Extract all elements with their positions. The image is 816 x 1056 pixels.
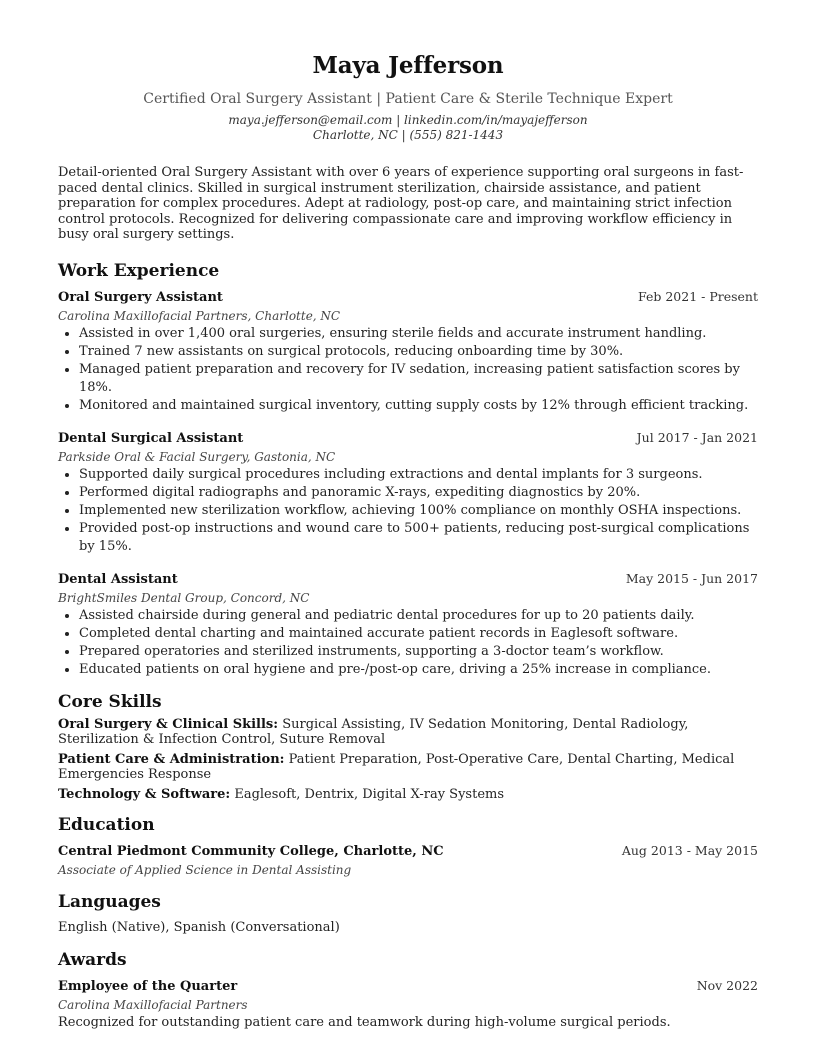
job-bullets — [58, 607, 758, 679]
bullet-item: • Supported daily surgical procedures including extractions and dental implants for 3 surgeons. — [79, 466, 758, 484]
job-dates: Feb 2021 - Present — [637, 288, 758, 304]
candidate-name: Maya Jefferson — [312, 52, 504, 79]
award-name: Employee of the Quarter — [58, 979, 238, 994]
section-title-skills: Core Skills — [58, 691, 162, 712]
contact-line-2: Charlotte, NC | (555) 821-1443 — [312, 128, 504, 142]
job-title: Oral Surgery Assistant — [58, 289, 223, 305]
section-title-awards: Awards — [58, 950, 127, 970]
bullet-item: • Monitored and maintained surgical inventory, cutting supply costs by 12% through efficient tracking. — [79, 397, 758, 415]
bullet-item: • Provided post-op instructions and wound care to 500+ patients, reducing post-surgical complications by 15%. — [79, 520, 758, 556]
languages-text: English (Native), Spanish (Conversational) — [58, 920, 340, 935]
bullet-item: • Assisted in over 1,400 oral surgeries, ensuring sterile fields and accurate instrument handling. — [79, 325, 758, 343]
skill-row — [58, 717, 758, 748]
skill-row — [58, 787, 758, 803]
work-experience-section — [58, 260, 758, 679]
skill-label: Oral Surgery & Clinical Skills: — [58, 716, 279, 732]
award-description: Recognized for outstanding patient care and teamwork during high-volume surgical periods. — [58, 1015, 671, 1030]
section-title-work: Work Experience — [58, 260, 220, 281]
job-bullets — [58, 325, 758, 415]
skill-text: Eaglesoft, Dentrix, Digital X-ray Systems — [234, 786, 505, 802]
job-company: BrightSmiles Dental Group, Concord, NC — [58, 590, 310, 605]
contact-line-1: maya.jefferson@email.com | linkedin.com/in/mayajefferson — [228, 113, 588, 127]
summary-paragraph: Detail-oriented Oral Surgery Assistant with over 6 years of experience supporting oral surgeons in fast-paced dental clinics. Skilled in surgical instrument sterilization, chairside assistance, and patient preparation for complex procedures. Adept at radiology, post-op care, and maintaining strict infection control protocols. Recognized for delivering compassionate care and improving workflow efficiency in busy oral surgery settings. — [58, 165, 744, 242]
job-dates: Jul 2017 - Jan 2021 — [636, 429, 758, 445]
bullet-item: • Trained 7 new assistants on surgical protocols, reducing onboarding time by 30%. — [79, 343, 758, 361]
skill-text: Patient Preparation, Post-Operative Care, Dental Charting, Medical Emergencies Response — [58, 751, 735, 782]
headline: Certified Oral Surgery Assistant | Patient Care & Sterile Technique Expert — [143, 91, 673, 107]
education-dates: Aug 2013 - May 2015 — [621, 843, 758, 858]
section-title-languages: Languages — [58, 892, 161, 912]
languages-section — [58, 891, 758, 937]
bullet-item: • Prepared operatories and sterilized instruments, supporting a 3-doctor team’s workflow. — [79, 643, 758, 661]
job-bullets — [58, 466, 758, 556]
degree: Associate of Applied Science in Dental Assisting — [58, 863, 352, 877]
job-entry — [58, 288, 758, 415]
skill-label: Patient Care & Administration: — [58, 751, 285, 767]
bullet-item: • Completed dental charting and maintained accurate patient records in Eaglesoft software. — [79, 625, 758, 643]
job-entry — [58, 570, 758, 679]
bullet-item: • Implemented new sterilization workflow, achieving 100% compliance on monthly OSHA inspections. — [79, 502, 758, 520]
bullet-item: • Performed digital radiographs and panoramic X-rays, expediting diagnostics by 20%. — [79, 484, 758, 502]
award-date: Nov 2022 — [696, 978, 758, 993]
resume-header — [58, 0, 758, 143]
section-title-education: Education — [58, 815, 155, 835]
core-skills-section — [58, 691, 758, 803]
award-org: Carolina Maxillofacial Partners — [58, 998, 248, 1012]
job-title: Dental Surgical Assistant — [58, 430, 244, 446]
bullet-item: • Assisted chairside during general and pediatric dental procedures for up to 20 patients daily. — [79, 607, 758, 625]
school-name: Central Piedmont Community College, Charlotte, NC — [58, 844, 444, 859]
job-title: Dental Assistant — [58, 571, 178, 587]
education-section — [58, 814, 758, 879]
skill-text: Surgical Assisting, IV Sedation Monitoring, Dental Radiology, Sterilization & Infection Control, Suture Removal — [58, 716, 689, 747]
skill-label: Technology & Software: — [58, 786, 231, 802]
job-company: Carolina Maxillofacial Partners, Charlotte, NC — [58, 308, 341, 323]
bullet-item: • Educated patients on oral hygiene and pre-/post-op care, driving a 25% increase in compliance. — [79, 661, 758, 679]
bullet-item: • Managed patient preparation and recovery for IV sedation, increasing patient satisfaction scores by 18%. — [79, 361, 758, 397]
job-company: Parkside Oral & Facial Surgery, Gastonia, NC — [58, 449, 336, 464]
awards-section — [58, 949, 758, 1032]
job-entry — [58, 429, 758, 556]
skill-row — [58, 752, 758, 783]
job-dates: May 2015 - Jun 2017 — [625, 570, 758, 586]
